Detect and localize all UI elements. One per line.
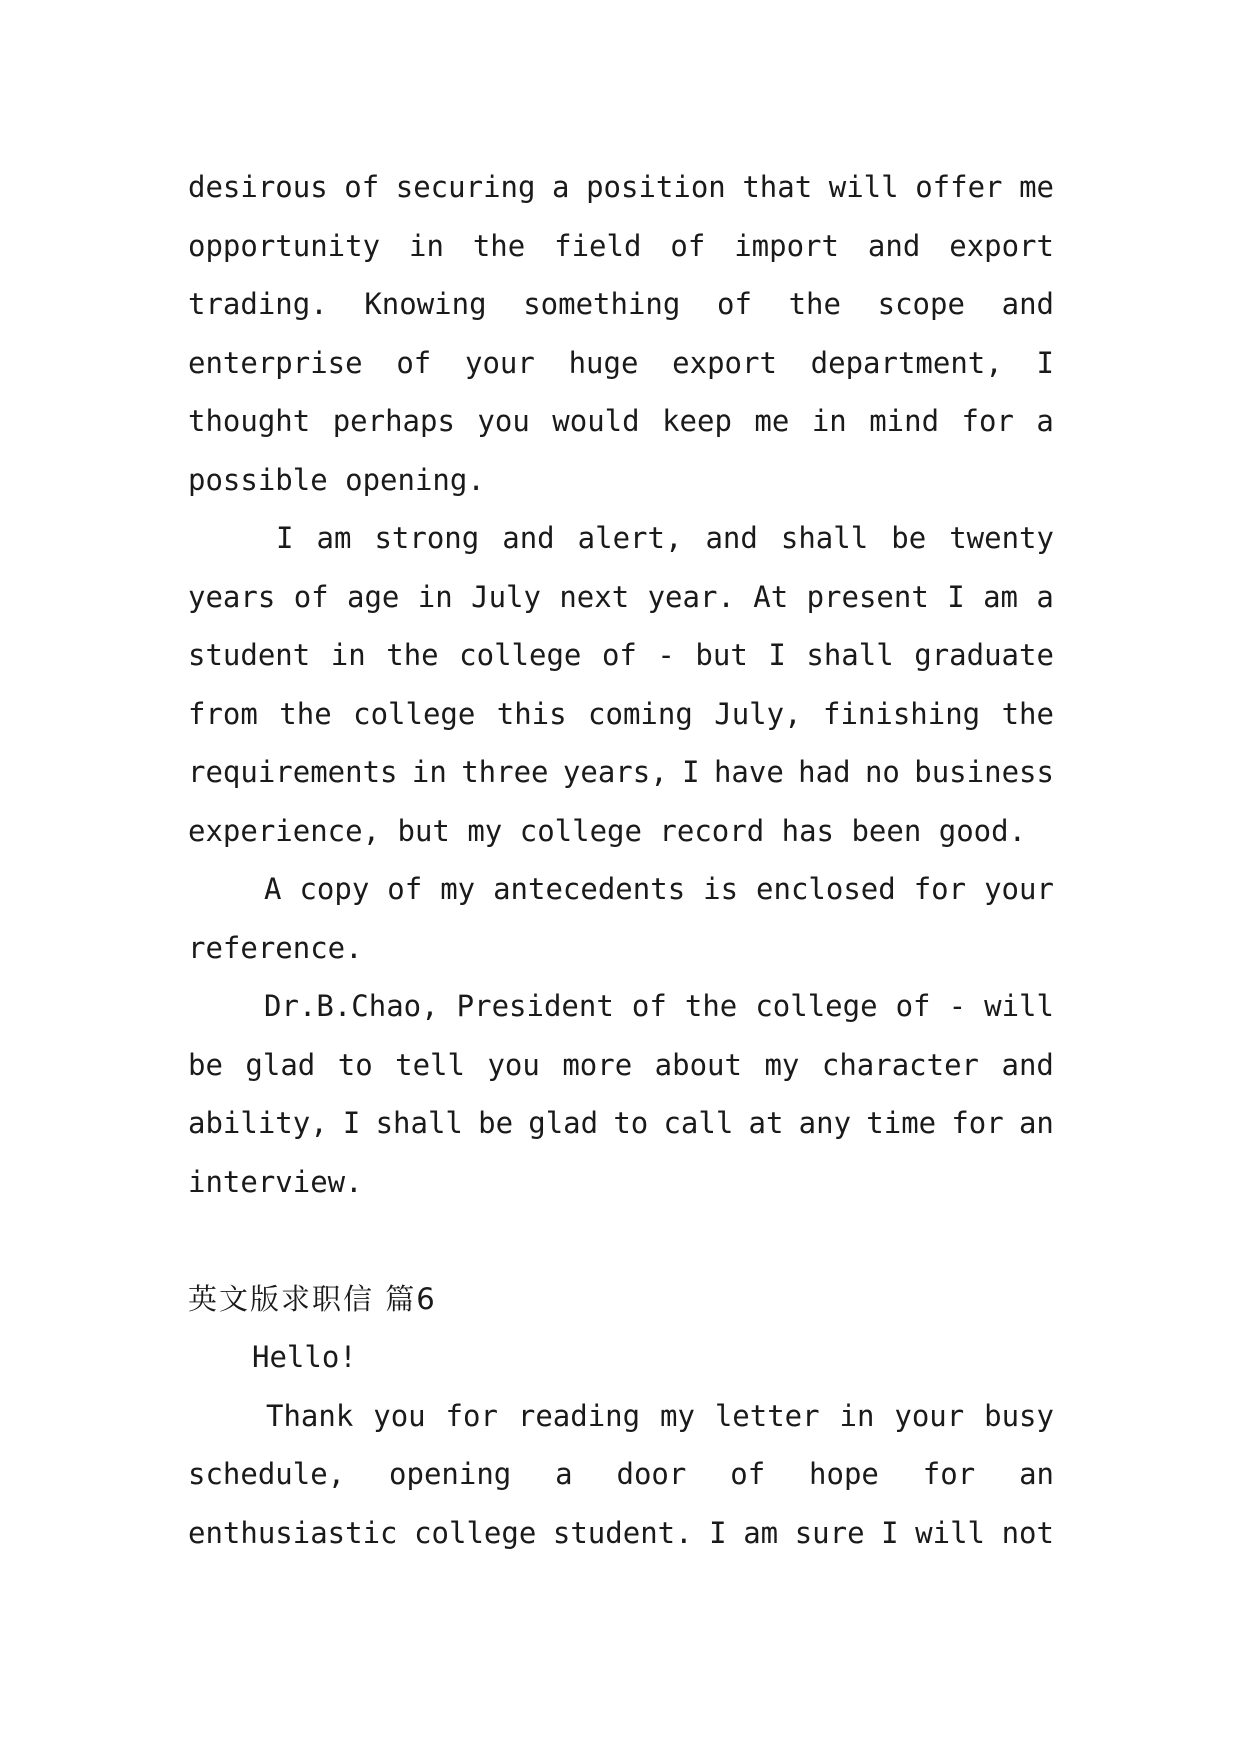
- paragraph: [188, 860, 1054, 977]
- word: glad: [245, 1047, 316, 1082]
- word: business: [914, 755, 1054, 789]
- word: college: [459, 638, 582, 672]
- word: department,: [810, 345, 1003, 380]
- word: of: [396, 345, 432, 380]
- word: of: [717, 287, 752, 321]
- word: huge: [568, 345, 639, 380]
- paragraph-gap: [188, 1211, 1054, 1270]
- word: of: [344, 170, 380, 204]
- text-line: possible opening.: [188, 462, 485, 497]
- word: be: [188, 1047, 223, 1082]
- word: at: [748, 1106, 784, 1140]
- paragraph: [188, 1387, 1054, 1563]
- word: and: [867, 228, 921, 263]
- word: for: [445, 1398, 498, 1433]
- word: strong: [374, 521, 480, 555]
- word: next: [559, 579, 630, 614]
- word: mind: [869, 404, 940, 438]
- word: busy: [984, 1398, 1054, 1433]
- word: will: [915, 1515, 986, 1550]
- word: about: [654, 1047, 742, 1082]
- word: shall: [375, 1106, 463, 1140]
- word: the: [1001, 696, 1054, 731]
- word: glad: [528, 1106, 599, 1140]
- word: A: [264, 872, 282, 906]
- word: enclosed: [756, 872, 896, 906]
- text-line: [188, 1036, 1054, 1095]
- word: the: [472, 228, 526, 263]
- word: and: [705, 521, 758, 555]
- text-line: [188, 217, 1054, 276]
- text-line: [188, 275, 1054, 334]
- word: desirous: [188, 170, 328, 204]
- text-line: [188, 685, 1054, 744]
- word: of: [895, 989, 931, 1023]
- word: At: [753, 579, 789, 614]
- word: my: [764, 1047, 800, 1082]
- word: any: [798, 1106, 852, 1140]
- word: in: [408, 228, 444, 263]
- word: this: [496, 696, 567, 731]
- word: character: [821, 1047, 980, 1082]
- word: shall: [780, 521, 869, 555]
- text-line: reference.: [188, 930, 363, 965]
- word: of: [730, 1457, 766, 1491]
- word: I: [881, 1515, 899, 1550]
- text-line: [188, 334, 1054, 393]
- word: an: [1018, 1106, 1054, 1140]
- word: more: [562, 1047, 633, 1082]
- word: in: [411, 755, 447, 789]
- text-line: interview.: [188, 1164, 363, 1199]
- word: is: [703, 872, 739, 906]
- word: for: [961, 404, 1014, 438]
- word: in: [417, 579, 453, 614]
- word: your: [984, 872, 1054, 906]
- word: enthusiastic: [188, 1515, 398, 1550]
- word: had: [798, 755, 851, 789]
- word: year.: [647, 579, 735, 614]
- word: July,: [714, 696, 802, 731]
- text-line: [188, 860, 1054, 919]
- word: trading.: [188, 287, 328, 321]
- word: requirements: [188, 755, 398, 789]
- word: your: [465, 345, 535, 380]
- word: to: [337, 1047, 373, 1082]
- word: years,: [562, 755, 668, 789]
- word: will: [828, 170, 899, 204]
- word: call: [663, 1106, 734, 1140]
- text-line: [188, 1094, 1054, 1153]
- word: in: [839, 1398, 875, 1433]
- word: I: [682, 755, 700, 789]
- word: an: [1019, 1457, 1054, 1491]
- word: in: [811, 404, 847, 438]
- word: and: [1001, 287, 1054, 321]
- word: tell: [395, 1047, 465, 1082]
- word: the: [386, 638, 439, 672]
- word: door: [616, 1457, 687, 1491]
- word: would: [552, 404, 640, 438]
- paragraph: [188, 158, 1054, 509]
- word: present: [806, 579, 929, 614]
- word: be: [891, 521, 927, 555]
- word: have: [713, 755, 784, 789]
- word: of: [631, 989, 667, 1023]
- text-line: [188, 1504, 1054, 1563]
- word: something: [523, 287, 681, 321]
- word: time: [866, 1106, 937, 1140]
- word: your: [894, 1398, 965, 1433]
- text-line: [188, 568, 1054, 627]
- word: am: [983, 579, 1018, 614]
- word: graduate: [914, 638, 1054, 672]
- word: for: [951, 1106, 1004, 1140]
- text-line: [188, 392, 1054, 451]
- word: of: [601, 638, 637, 672]
- word: -: [948, 989, 967, 1023]
- word: age: [347, 579, 400, 614]
- word: but: [695, 638, 748, 672]
- word: a: [1036, 404, 1054, 438]
- word: not: [1001, 1515, 1054, 1550]
- word: perhaps: [332, 404, 455, 438]
- word: my: [660, 1398, 695, 1433]
- word: export: [672, 345, 777, 380]
- word: student.: [552, 1515, 693, 1550]
- word: I: [768, 638, 786, 672]
- word: Dr.B.Chao,: [264, 989, 439, 1023]
- word: field: [554, 228, 642, 263]
- word: alert,: [577, 521, 683, 555]
- word: -: [657, 638, 675, 672]
- paragraph: [188, 509, 1054, 860]
- word: be: [478, 1106, 514, 1140]
- text-line: [188, 509, 1054, 568]
- word: I: [342, 1106, 361, 1140]
- word: coming: [588, 696, 693, 731]
- word: me: [1019, 170, 1054, 204]
- word: opportunity: [188, 228, 381, 263]
- word: you: [477, 404, 530, 438]
- word: and: [1001, 1047, 1054, 1082]
- word: college: [353, 696, 476, 731]
- word: college: [414, 1515, 537, 1550]
- word: from: [188, 696, 258, 731]
- word: years: [188, 579, 276, 614]
- word: position: [586, 170, 726, 204]
- word: I: [276, 521, 294, 555]
- word: for: [922, 1457, 976, 1491]
- word: student: [188, 638, 311, 672]
- word: a: [1036, 579, 1054, 614]
- word: of: [387, 872, 423, 906]
- word: copy: [299, 872, 370, 906]
- word: Thank: [266, 1398, 354, 1433]
- text-line: [188, 158, 1054, 217]
- text-line: [188, 1445, 1054, 1504]
- word: of: [670, 228, 706, 263]
- word: finishing: [823, 696, 981, 731]
- word: the: [684, 989, 738, 1023]
- word: I: [947, 579, 965, 614]
- word: that: [742, 170, 813, 204]
- word: three: [461, 755, 549, 789]
- word: antecedents: [493, 872, 686, 906]
- word: scope: [877, 287, 965, 321]
- word: securing: [395, 170, 536, 204]
- word: offer: [915, 170, 1003, 204]
- word: and: [502, 521, 555, 555]
- word: a: [552, 170, 570, 204]
- word: am: [743, 1515, 779, 1550]
- word: to: [613, 1106, 649, 1140]
- word: am: [316, 521, 352, 555]
- document-body: [188, 158, 1054, 1562]
- word: letter: [714, 1398, 820, 1433]
- word: ability,: [188, 1106, 328, 1140]
- word: July: [471, 579, 541, 614]
- word: I: [1036, 345, 1054, 380]
- word: in: [330, 638, 366, 672]
- section-heading: 英文版求职信 篇6: [188, 1281, 437, 1316]
- word: keep: [662, 404, 732, 438]
- word: sure: [794, 1515, 865, 1550]
- word: import: [734, 228, 839, 263]
- word: of: [293, 579, 329, 614]
- text-line: [188, 626, 1054, 685]
- paragraph: [188, 977, 1054, 1211]
- greeting: Hello!: [252, 1340, 357, 1374]
- word: the: [279, 696, 332, 731]
- word: my: [440, 872, 476, 906]
- word: reading: [517, 1398, 641, 1433]
- text-line: [188, 1387, 1054, 1446]
- word: Knowing: [364, 287, 487, 321]
- word: no: [864, 755, 900, 789]
- word: college: [755, 989, 878, 1023]
- word: export: [949, 228, 1054, 263]
- word: will: [984, 989, 1054, 1023]
- word: twenty: [949, 521, 1054, 555]
- word: you: [487, 1047, 540, 1082]
- text-line: [188, 977, 1054, 1036]
- word: hope: [809, 1457, 879, 1491]
- text-line: experience, but my college record has been good.: [188, 813, 1027, 848]
- word: I: [709, 1515, 727, 1550]
- word: schedule,: [188, 1457, 346, 1491]
- word: you: [373, 1398, 426, 1433]
- word: a: [555, 1457, 573, 1491]
- text-line: [188, 743, 1054, 802]
- word: shall: [806, 638, 894, 672]
- word: thought: [188, 404, 311, 438]
- word: me: [754, 404, 790, 438]
- word: the: [788, 287, 841, 321]
- word: opening: [389, 1457, 512, 1491]
- word: enterprise: [188, 345, 363, 380]
- word: for: [913, 872, 967, 906]
- word: President: [456, 989, 614, 1023]
